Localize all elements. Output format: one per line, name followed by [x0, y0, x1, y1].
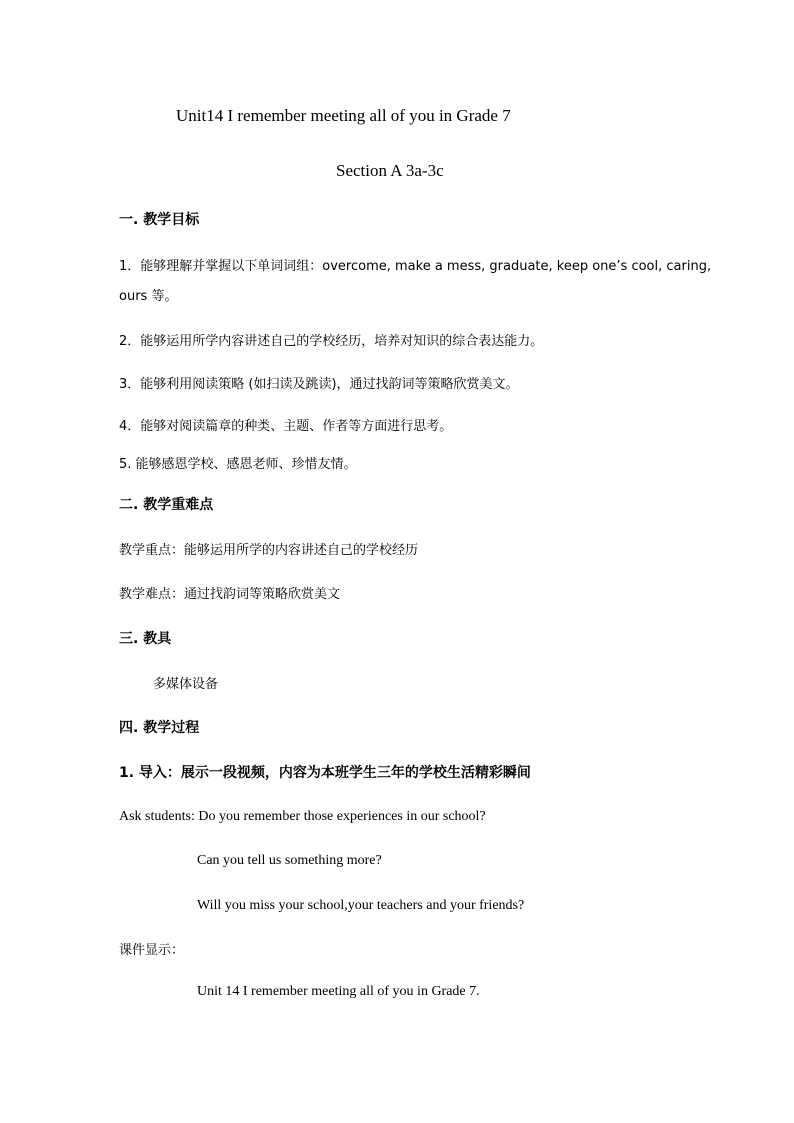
question-2: Can you tell us something more?: [197, 853, 382, 868]
courseware-text: Unit 14 I remember meeting all of you in Grade 7.: [197, 984, 480, 999]
page-title: Unit14 I remember meeting all of you in Grade 7: [176, 106, 511, 125]
courseware-label: 课件显示：: [119, 943, 185, 958]
heading-teaching-process: 四. 教学过程: [119, 720, 200, 736]
objective-1: 1．能够理解并掌握以下单词词组：overcome, make a mess, graduate, keep one’s cool, caring,: [119, 259, 712, 274]
difficult-point: 教学难点：通过找韵词等策略欣赏美文: [119, 587, 341, 602]
objective-5: 5. 能够感恩学校、感恩老师、珍惜友情。: [119, 457, 357, 472]
question-3: Will you miss your school,your teachers and your friends?: [197, 898, 525, 913]
question-1: Ask students: Do you remember those experiences in our school?: [119, 809, 486, 824]
heading-objectives: 一. 教学目标: [119, 212, 200, 228]
objective-3: 3．能够利用阅读策略 (如扫读及跳读)，通过找韵词等策略欣赏美文。: [119, 377, 519, 392]
step-1-lead-in: 1. 导入：展示一段视频，内容为本班学生三年的学校生活精彩瞬间: [119, 765, 531, 781]
key-point: 教学重点：能够运用所学的内容讲述自己的学校经历: [119, 543, 419, 558]
teaching-aid: 多媒体设备: [153, 677, 219, 692]
objective-4: 4．能够对阅读篇章的种类、主题、作者等方面进行思考。: [119, 419, 453, 434]
heading-teaching-aids: 三. 教具: [119, 631, 172, 647]
objective-1-cont: ours 等。: [119, 289, 178, 304]
section-subtitle: Section A 3a-3c: [336, 161, 444, 180]
heading-key-points: 二. 教学重难点: [119, 497, 214, 513]
objective-2: 2．能够运用所学内容讲述自己的学校经历，培养对知识的综合表达能力。: [119, 334, 544, 349]
